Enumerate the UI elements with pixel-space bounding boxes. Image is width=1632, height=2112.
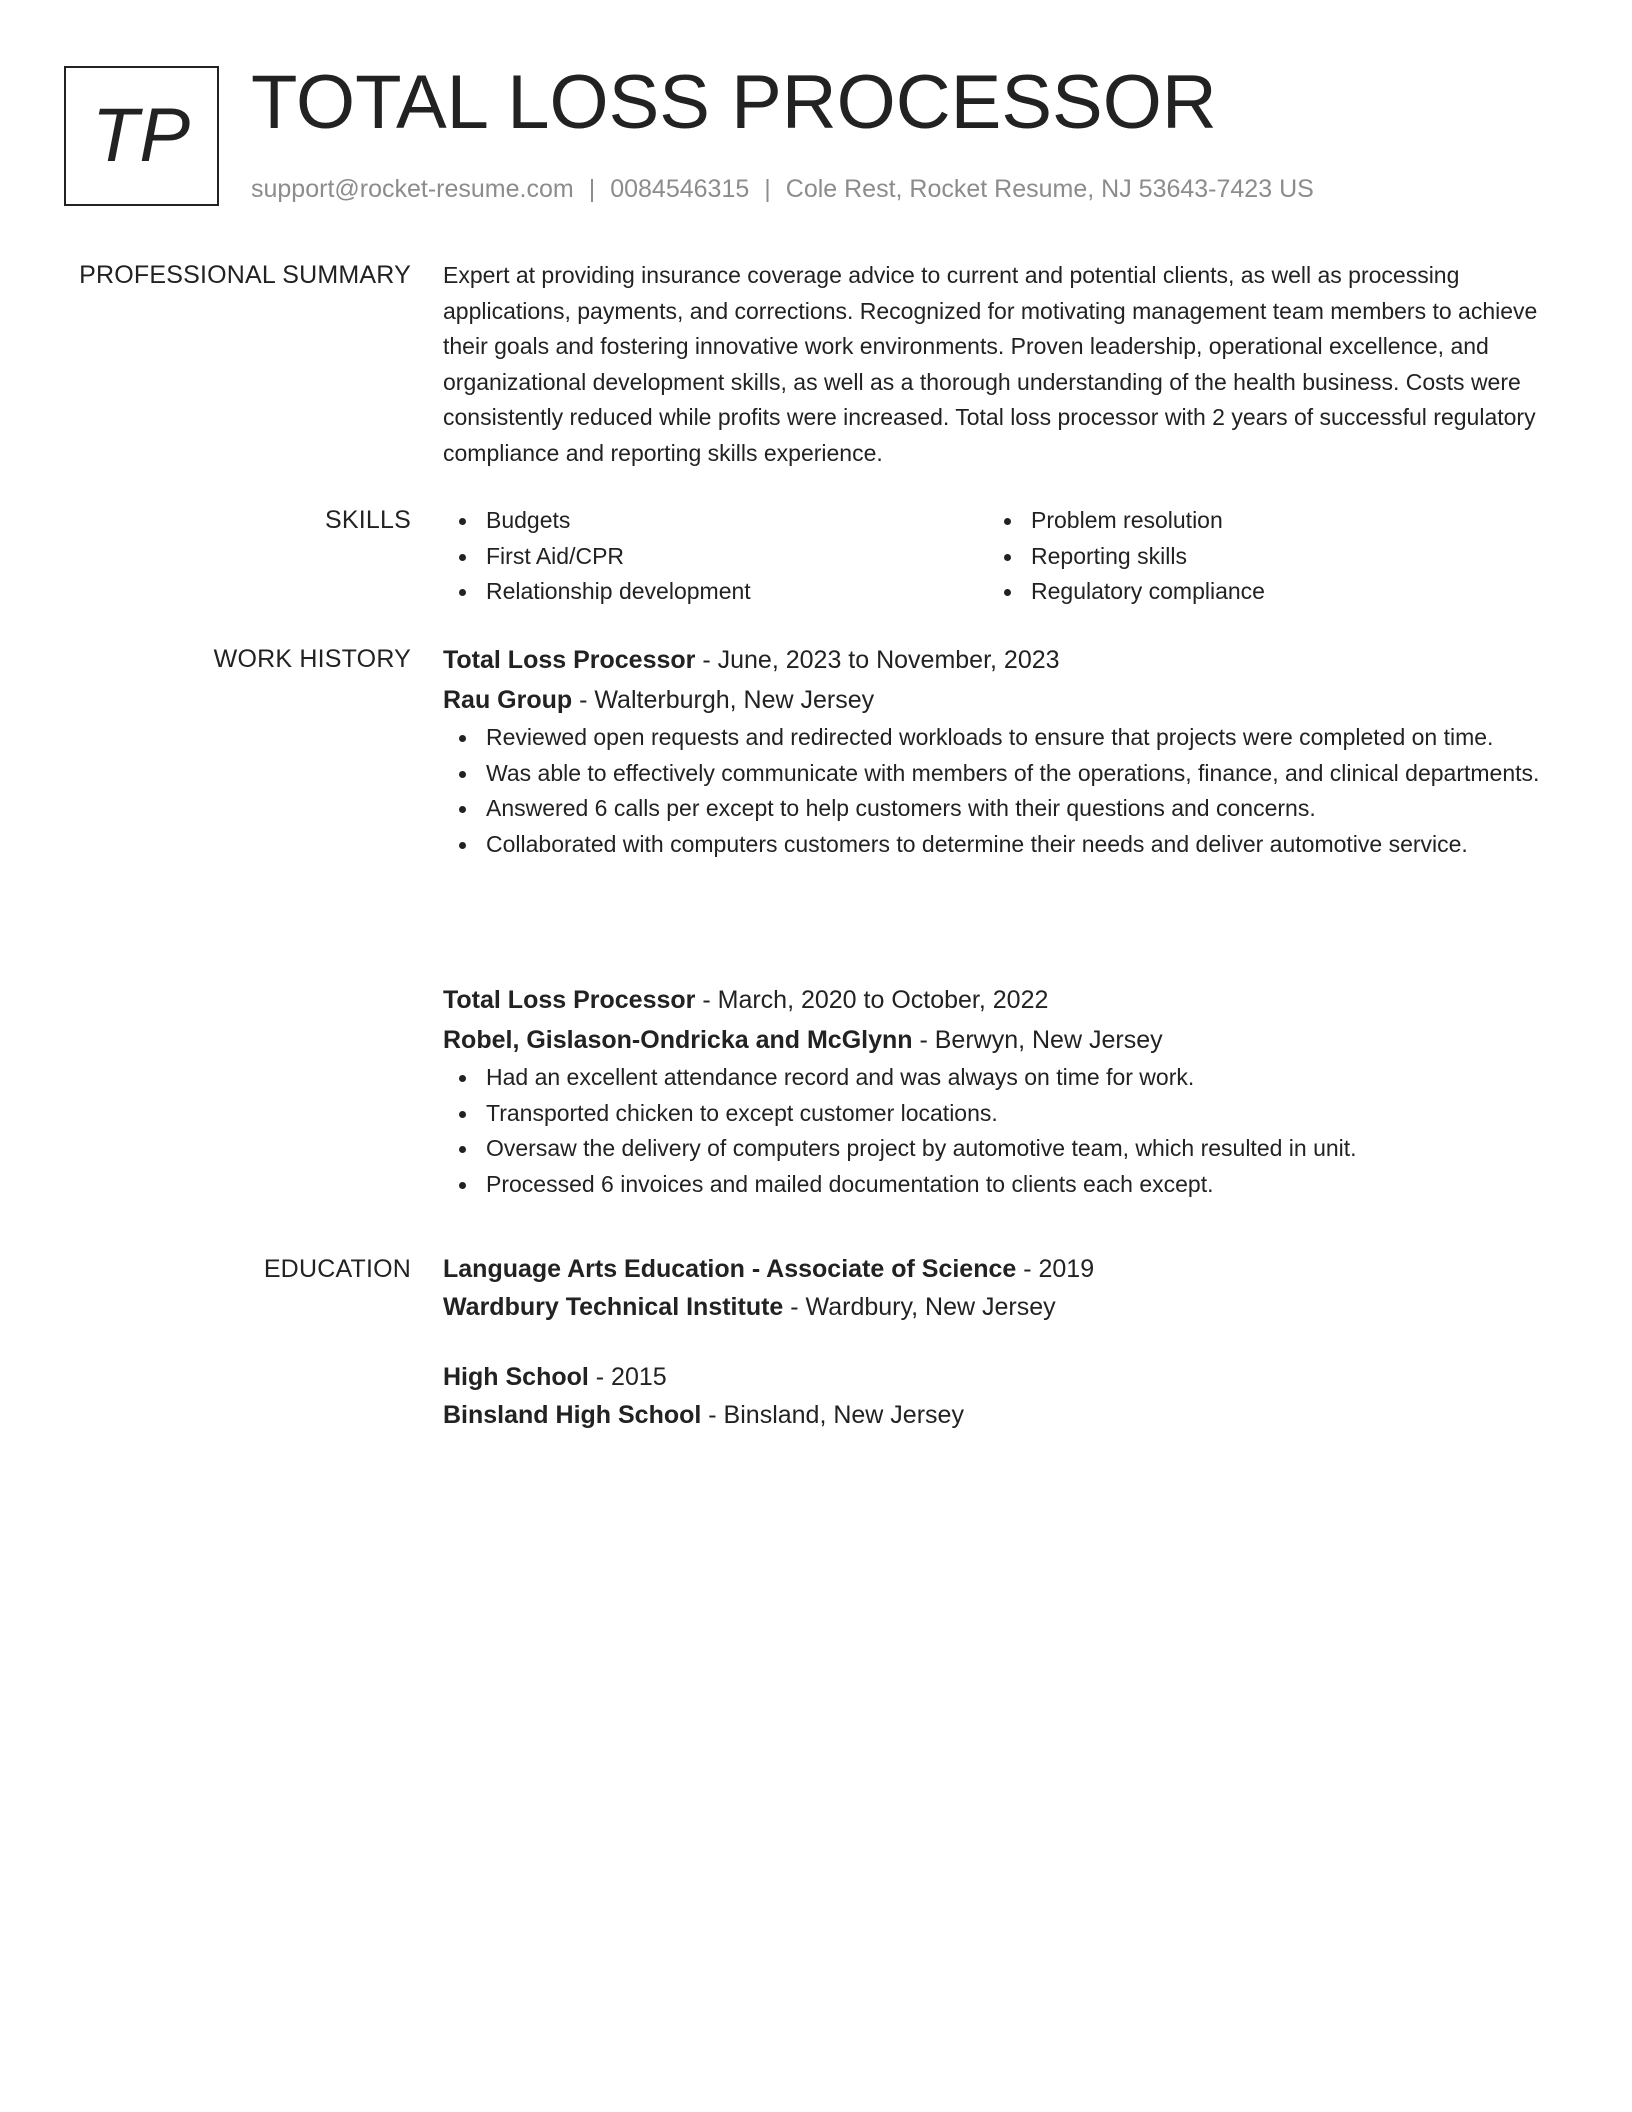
education-location: - Wardbury, New Jersey bbox=[783, 1293, 1056, 1321]
monogram-initials: TP bbox=[91, 93, 192, 178]
bullet-icon bbox=[1004, 589, 1011, 596]
job-duty-item bbox=[486, 1096, 1563, 1132]
education-school: Binsland High School bbox=[443, 1401, 702, 1429]
bullet-icon bbox=[459, 1182, 466, 1189]
skills-column-right bbox=[988, 503, 1533, 610]
bullet-icon bbox=[459, 518, 466, 525]
job-duty-item bbox=[486, 1167, 1563, 1203]
bullet-icon bbox=[459, 589, 466, 596]
job-company-line bbox=[443, 680, 1563, 720]
contact-line bbox=[251, 172, 1314, 206]
skill-text: Budgets bbox=[486, 507, 571, 533]
skill-text: Problem resolution bbox=[1031, 507, 1223, 533]
contact-separator: | bbox=[588, 175, 596, 203]
job-duty-text: Processed 6 invoices and mailed documentation to clients each except. bbox=[486, 1170, 1214, 1197]
skill-text: Relationship development bbox=[486, 578, 751, 605]
education-heading: EDUCATION bbox=[263, 1255, 411, 1283]
job-duty-item bbox=[486, 791, 1563, 827]
job-title: Total Loss Processor bbox=[443, 986, 696, 1014]
education-school-line bbox=[443, 1287, 1563, 1327]
job-title: Total Loss Processor bbox=[443, 646, 696, 674]
skill-item bbox=[486, 539, 988, 575]
job-duty-text: Answered 6 calls per except to help customers with their questions and concerns. bbox=[486, 795, 1316, 822]
job-location: - Walterburgh, New Jersey bbox=[572, 686, 875, 714]
contact-phone: 0084546315 bbox=[610, 175, 750, 203]
bullet-icon bbox=[459, 1146, 466, 1153]
job-dates: - March, 2020 to October, 2022 bbox=[695, 986, 1049, 1014]
job-dates: - June, 2023 to November, 2023 bbox=[695, 646, 1060, 674]
job-location: - Berwyn, New Jersey bbox=[912, 1026, 1163, 1054]
skill-item bbox=[1031, 574, 1533, 610]
bullet-icon bbox=[1004, 554, 1011, 561]
skill-text: Regulatory compliance bbox=[1031, 578, 1265, 605]
bullet-icon bbox=[459, 806, 466, 813]
bullet-icon bbox=[1004, 518, 1011, 525]
bullet-icon bbox=[459, 735, 466, 742]
bullet-icon bbox=[459, 1111, 466, 1118]
skill-text: First Aid/CPR bbox=[486, 542, 625, 569]
job-duty-item bbox=[486, 1060, 1563, 1096]
education-entry bbox=[443, 1249, 1563, 1327]
bullet-icon bbox=[459, 554, 466, 561]
education-degree: Language Arts Education - Associate of Science bbox=[443, 1255, 1017, 1283]
job-duty-text: Reviewed open requests and redirected workloads to ensure that projects were completed on time. bbox=[486, 724, 1494, 750]
job-title-line bbox=[443, 640, 1563, 680]
education-degree-line bbox=[443, 1357, 1563, 1397]
job-duty-text: Collaborated with computers customers to determine their needs and deliver automotive service. bbox=[486, 830, 1468, 857]
skills-body bbox=[443, 503, 1563, 610]
job-title-line bbox=[443, 980, 1563, 1020]
job-entry bbox=[443, 980, 1563, 1202]
education-year: - 2019 bbox=[1016, 1255, 1095, 1283]
bullet-icon bbox=[459, 1075, 466, 1082]
skill-text: Reporting skills bbox=[1031, 542, 1187, 569]
resume-name: TOTAL LOSS PROCESSOR bbox=[251, 60, 1217, 145]
job-duties bbox=[443, 720, 1563, 862]
work-history-heading: WORK HISTORY bbox=[213, 645, 411, 673]
job-company: Robel, Gislason-Ondricka and McGlynn bbox=[443, 1026, 913, 1054]
skill-item bbox=[486, 574, 988, 610]
education-entry bbox=[443, 1357, 1563, 1435]
job-duty-item bbox=[486, 1131, 1563, 1167]
job-entry bbox=[443, 640, 1563, 862]
skill-item bbox=[1031, 503, 1533, 539]
education-school: Wardbury Technical Institute bbox=[443, 1293, 784, 1321]
education-degree-line bbox=[443, 1249, 1563, 1289]
job-duty-item bbox=[486, 756, 1563, 792]
job-duty-text: Oversaw the delivery of computers project by automotive team, which resulted in unit. bbox=[486, 1135, 1357, 1162]
education-degree: High School bbox=[443, 1363, 589, 1391]
education-school-line bbox=[443, 1395, 1563, 1435]
summary-text: Expert at providing insurance coverage advice to current and potential clients, as well as processing applications, payments, and corrections. Recognized for motivating management team members to achieve their goals and fostering innovative work environments. Proven leadership, operational excellence, and organizational development skills, as well as a thorough understanding of the health business. Costs were consistently reduced while profits were increased. Total loss processor with 2 years of successful regulatory compliance and reporting skills experience. bbox=[443, 262, 1538, 466]
contact-separator: | bbox=[764, 175, 771, 203]
bullet-icon bbox=[459, 842, 466, 849]
skills-columns bbox=[443, 503, 1563, 610]
contact-email: support@rocket-resume.com bbox=[251, 175, 574, 203]
job-company-line bbox=[443, 1020, 1563, 1060]
job-duty-item bbox=[486, 827, 1563, 863]
job-company: Rau Group bbox=[443, 686, 573, 714]
job-duty-text: Had an excellent attendance record and was always on time for work. bbox=[486, 1064, 1195, 1090]
job-duty-item bbox=[486, 720, 1563, 756]
job-duties bbox=[443, 1060, 1563, 1202]
skills-heading: SKILLS bbox=[325, 506, 411, 534]
skills-column-left bbox=[443, 503, 988, 610]
education-location: - Binsland, New Jersey bbox=[701, 1401, 964, 1429]
education-year: - 2015 bbox=[588, 1363, 667, 1391]
monogram-logo bbox=[64, 66, 219, 206]
bullet-icon bbox=[459, 771, 466, 778]
skill-item bbox=[1031, 539, 1533, 575]
summary-body bbox=[443, 258, 1563, 472]
job-duty-text: Was able to effectively communicate with members of the operations, finance, and clinical departments. bbox=[486, 759, 1540, 786]
summary-heading: PROFESSIONAL SUMMARY bbox=[79, 261, 411, 289]
skill-item bbox=[486, 503, 988, 539]
contact-address: Cole Rest, Rocket Resume, NJ 53643-7423 US bbox=[785, 175, 1314, 203]
job-duty-text: Transported chicken to except customer locations. bbox=[486, 1099, 998, 1126]
